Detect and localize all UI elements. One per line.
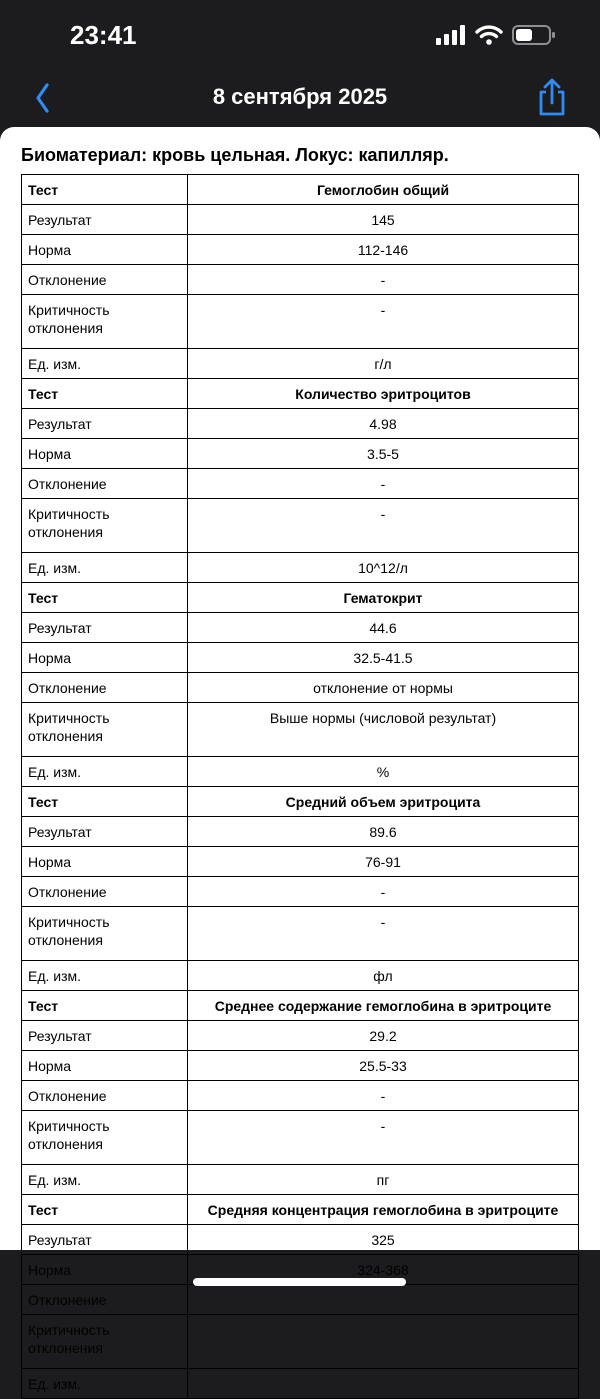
row-value: - bbox=[188, 907, 579, 961]
criticality-row bbox=[22, 1111, 579, 1165]
test-name: Количество эритроцитов bbox=[188, 379, 579, 409]
row-label: Результат bbox=[22, 817, 188, 847]
row-value: 76-91 bbox=[188, 847, 579, 877]
deviation-row bbox=[22, 673, 579, 703]
row-label: Результат bbox=[22, 205, 188, 235]
row-value: - bbox=[188, 265, 579, 295]
row-label: Результат bbox=[22, 1225, 188, 1255]
row-label: Отклонение bbox=[22, 469, 188, 499]
status-icons bbox=[436, 24, 556, 46]
criticality-row bbox=[22, 1315, 579, 1369]
document-sheet[interactable] bbox=[0, 127, 600, 1392]
unit-row bbox=[22, 961, 579, 991]
row-label: Результат bbox=[22, 409, 188, 439]
navigation-bar bbox=[0, 70, 600, 125]
row-value: - bbox=[188, 877, 579, 907]
share-button[interactable] bbox=[532, 76, 572, 118]
row-label: Отклонение bbox=[22, 673, 188, 703]
row-value: 89.6 bbox=[188, 817, 579, 847]
row-value: % bbox=[188, 757, 579, 787]
share-icon bbox=[532, 76, 572, 118]
result-row bbox=[22, 817, 579, 847]
row-label: Норма bbox=[22, 1051, 188, 1081]
row-value: 25.5-33 bbox=[188, 1051, 579, 1081]
result-row bbox=[22, 1021, 579, 1051]
row-value: 324-368 bbox=[188, 1255, 579, 1285]
test-name-row bbox=[22, 787, 579, 817]
unit-row bbox=[22, 1165, 579, 1195]
home-indicator bbox=[193, 1278, 406, 1286]
row-value: - bbox=[188, 1111, 579, 1165]
norm-row bbox=[22, 235, 579, 265]
test-header-label: Тест bbox=[22, 787, 188, 817]
deviation-row bbox=[22, 877, 579, 907]
row-label: Критичность отклонения bbox=[22, 703, 188, 757]
cellular-signal-icon bbox=[436, 25, 466, 45]
test-name: Гемоглобин общий bbox=[188, 175, 579, 205]
row-label: Результат bbox=[22, 1021, 188, 1051]
row-label: Отклонение bbox=[22, 1285, 188, 1315]
row-label: Норма bbox=[22, 235, 188, 265]
test-header-label: Тест bbox=[22, 379, 188, 409]
row-value: 3.5-5 bbox=[188, 439, 579, 469]
row-label: Критичность отклонения bbox=[22, 907, 188, 961]
row-value: 10^12/л bbox=[188, 553, 579, 583]
row-label: Критичность отклонения bbox=[22, 1111, 188, 1165]
test-header-label: Тест bbox=[22, 175, 188, 205]
row-value: - bbox=[188, 499, 579, 553]
test-name-row bbox=[22, 991, 579, 1021]
test-name: Среднее содержание гемоглобина в эритроците bbox=[188, 991, 579, 1021]
deviation-row bbox=[22, 1081, 579, 1111]
row-label: Норма bbox=[22, 1255, 188, 1285]
row-value: 4.98 bbox=[188, 409, 579, 439]
unit-row bbox=[22, 757, 579, 787]
result-row bbox=[22, 205, 579, 235]
criticality-row bbox=[22, 703, 579, 757]
criticality-row bbox=[22, 295, 579, 349]
page-title: 8 сентября 2025 bbox=[212, 84, 388, 109]
row-value: пг bbox=[188, 1165, 579, 1195]
row-label: Ед. изм. bbox=[22, 961, 188, 991]
status-bar bbox=[0, 0, 600, 70]
row-label: Ед. изм. bbox=[22, 553, 188, 583]
norm-row bbox=[22, 439, 579, 469]
result-row bbox=[22, 409, 579, 439]
unit-row bbox=[22, 1369, 579, 1399]
test-name: Средний объем эритроцита bbox=[188, 787, 579, 817]
row-value: 29.2 bbox=[188, 1021, 579, 1051]
results-table bbox=[21, 174, 579, 1399]
row-value: 32.5-41.5 bbox=[188, 643, 579, 673]
test-name-row bbox=[22, 175, 579, 205]
test-header-label: Тест bbox=[22, 991, 188, 1021]
document-heading: Биоматериал: кровь цельная. Локус: капилляр. bbox=[21, 145, 449, 165]
test-name: Средняя концентрация гемоглобина в эритроците bbox=[188, 1195, 579, 1225]
unit-row bbox=[22, 349, 579, 379]
row-label: Ед. изм. bbox=[22, 349, 188, 379]
criticality-row bbox=[22, 499, 579, 553]
status-time: 23:41 bbox=[70, 20, 137, 50]
row-value bbox=[188, 1369, 579, 1399]
row-label: Критичность отклонения bbox=[22, 499, 188, 553]
row-label: Результат bbox=[22, 613, 188, 643]
test-name: Гематокрит bbox=[188, 583, 579, 613]
row-value: 112-146 bbox=[188, 235, 579, 265]
wifi-icon bbox=[476, 25, 502, 45]
test-header-label: Тест bbox=[22, 583, 188, 613]
row-label: Норма bbox=[22, 439, 188, 469]
row-value: 325 bbox=[188, 1225, 579, 1255]
norm-row bbox=[22, 847, 579, 877]
row-label: Критичность отклонения bbox=[22, 295, 188, 349]
test-header-label: Тест bbox=[22, 1195, 188, 1225]
row-label: Норма bbox=[22, 847, 188, 877]
deviation-row bbox=[22, 469, 579, 499]
row-value: г/л bbox=[188, 349, 579, 379]
norm-row bbox=[22, 1051, 579, 1081]
row-label: Критичность отклонения bbox=[22, 1315, 188, 1369]
row-value: - bbox=[188, 295, 579, 349]
row-label: Отклонение bbox=[22, 877, 188, 907]
row-label: Норма bbox=[22, 643, 188, 673]
norm-row bbox=[22, 643, 579, 673]
test-name-row bbox=[22, 583, 579, 613]
row-label: Отклонение bbox=[22, 1081, 188, 1111]
row-label: Ед. изм. bbox=[22, 757, 188, 787]
row-value: фл bbox=[188, 961, 579, 991]
deviation-row bbox=[22, 1285, 579, 1315]
row-value bbox=[188, 1315, 579, 1369]
deviation-row bbox=[22, 265, 579, 295]
criticality-row bbox=[22, 907, 579, 961]
result-row bbox=[22, 613, 579, 643]
row-value: отклонение от нормы bbox=[188, 673, 579, 703]
test-name-row bbox=[22, 379, 579, 409]
row-label: Отклонение bbox=[22, 265, 188, 295]
test-name-row bbox=[22, 1195, 579, 1225]
battery-icon bbox=[512, 24, 556, 46]
row-value: 44.6 bbox=[188, 613, 579, 643]
row-value: 145 bbox=[188, 205, 579, 235]
row-value: - bbox=[188, 469, 579, 499]
row-label: Ед. изм. bbox=[22, 1369, 188, 1399]
unit-row bbox=[22, 553, 579, 583]
result-row bbox=[22, 1225, 579, 1255]
row-value: - bbox=[188, 1081, 579, 1111]
row-label: Ед. изм. bbox=[22, 1165, 188, 1195]
row-value bbox=[188, 1285, 579, 1315]
row-value: Выше нормы (числовой результат) bbox=[188, 703, 579, 757]
